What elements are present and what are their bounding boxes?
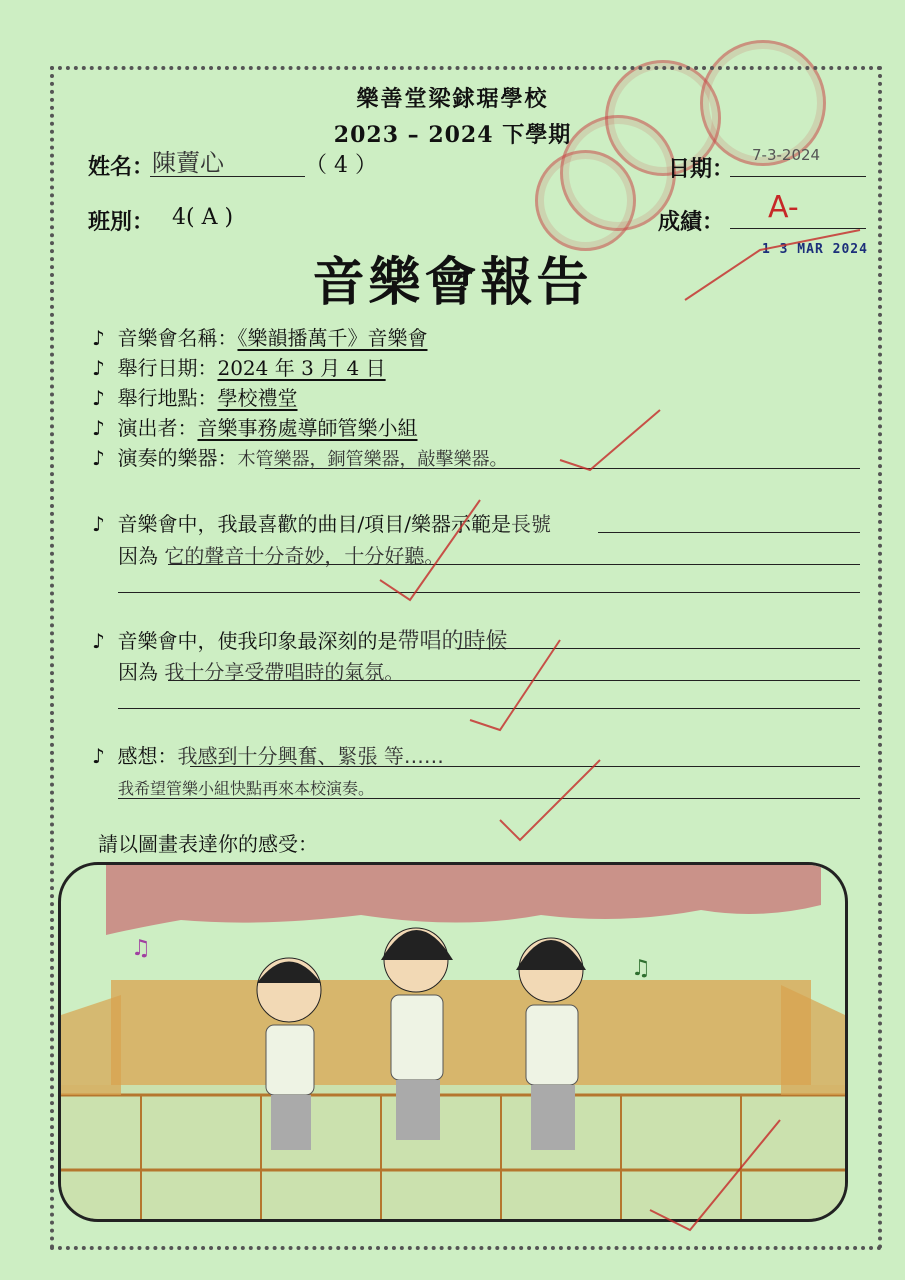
name-value: 陳藚心 [152,149,224,177]
answer-line [458,648,860,649]
report-title: 音樂會報告 [312,252,593,313]
question-answer: 長號 [510,512,551,536]
grade-label: 成績： [658,209,725,235]
music-note-icon: ♪ [92,629,105,653]
stage-floor [61,1085,845,1219]
question-answer: 帶唱的時候 [397,629,508,654]
field-label: 舉行地點： [117,386,218,410]
field-value: 《樂韻播萬千》音樂會 [237,326,428,350]
reflection-line-1: 我感到十分興奮、緊張 等…… [177,744,444,768]
music-note-icon: ♫ [631,956,651,981]
music-note-icon: ♪ [92,416,105,440]
name-line [150,176,305,177]
field-label: 演奏的樂器： [117,446,238,470]
question-favourite [92,508,551,537]
reflection-label: 感想： [117,744,178,768]
field-concert-date [92,352,386,381]
drawing-box [58,862,848,1222]
music-note-icon: ♫ [131,936,151,961]
music-note-icon: ♪ [92,446,105,470]
question-prompt: 音樂會中，我最喜歡的曲目/項目/樂器示範是 [117,512,511,536]
left-stairs [61,995,121,1095]
reason-text: 我十分享受帶唱時的氣氛。 [164,660,405,684]
question-impression [92,624,508,655]
reflection-line-2: 我希望管樂小組快點再來本校演奏。 [118,779,375,798]
field-value: 學校禮堂 [217,386,298,410]
music-note-icon: ♪ [92,744,105,768]
grade-value: A- [768,190,799,225]
field-value: 音樂事務處導師管樂小組 [197,416,418,440]
class-number: （ 4 ） [305,153,377,178]
class-label: 班別： [88,209,155,235]
answer-line [168,680,860,681]
field-performers [92,412,417,441]
drawing-prompt: 請以圖畫表達你的感受： [98,832,318,856]
answer-line [190,766,860,767]
answer-line [118,798,860,799]
right-stairs [781,985,845,1095]
answer-line [118,708,860,709]
concert-drawing [61,865,845,1219]
because-label: 因為 [118,660,158,684]
field-label: 音樂會名稱： [117,326,238,350]
music-note-icon: ♪ [92,356,105,380]
class-value: 4( A ) [172,205,234,230]
question-prompt: 音樂會中，使我印象最深刻的是 [117,629,398,653]
field-value: 木管樂器，銅管樂器，敲擊樂器。 [237,449,508,470]
because-label: 因為 [118,544,158,568]
term-label: 2023 – 2024 下學期 [333,122,572,148]
music-note-icon: ♪ [92,512,105,536]
field-value: 2024 年 3 月 4 日 [217,356,386,380]
answer-line [168,564,860,565]
date-value: 7-3-2024 [752,146,821,164]
stage-backwall [111,980,811,1085]
answer-line [598,532,860,533]
school-name: 樂善堂梁銶琚學校 [356,86,549,112]
reason-text: 它的聲音十分奇妙，十分好聽。 [164,544,445,568]
stage-curtain [106,865,821,935]
field-label: 演出者： [117,416,198,440]
grade-line [730,228,866,229]
music-note-icon: ♪ [92,386,105,410]
field-label: 舉行日期： [117,356,218,380]
field-concert-venue [92,382,297,411]
field-instruments [92,442,507,471]
name-label: 姓名： [88,154,155,180]
answer-line [265,468,860,469]
date-line [730,176,866,177]
answer-line [118,592,860,593]
reflection-row [92,740,444,769]
field-concert-name [92,322,427,351]
music-note-icon: ♪ [92,326,105,350]
received-date-stamp: 1 3 MAR 2024 [762,242,868,257]
date-label: 日期： [668,156,735,182]
